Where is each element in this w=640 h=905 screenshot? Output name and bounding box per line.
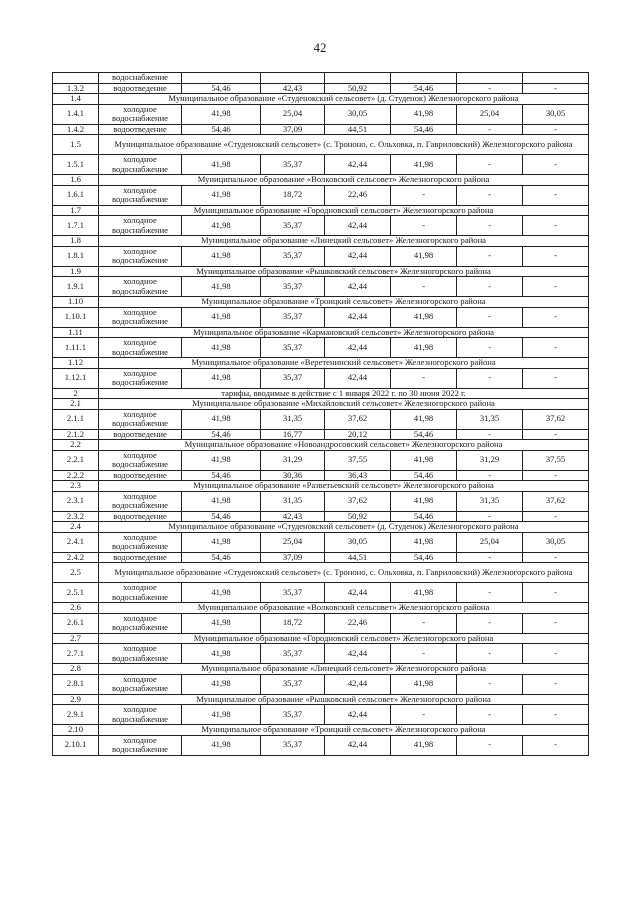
table-row <box>53 73 589 84</box>
tariff-value: - <box>457 552 523 563</box>
table-row <box>53 216 589 236</box>
tariff-value <box>457 73 523 84</box>
section-title: Муниципальное образование «Студенокский сельсовет» (д. Студенок) Железногорского района <box>99 94 589 105</box>
section-title: Муниципальное образование «Михайловский сельсовет» Железногорского района <box>99 399 589 410</box>
tariff-value: 35,37 <box>261 583 325 603</box>
tariff-value: - <box>391 644 457 664</box>
tariff-value: 54,46 <box>391 511 457 522</box>
row-number: 1.6 <box>53 175 99 186</box>
row-number: 2.1 <box>53 399 99 410</box>
tariff-value: 42,44 <box>325 644 391 664</box>
table-row <box>53 83 589 94</box>
row-number: 2.2.1 <box>53 450 99 470</box>
section-header-row <box>53 236 589 247</box>
tariff-value: 30,36 <box>261 470 325 481</box>
tariff-value: - <box>391 277 457 297</box>
row-number: 1.8 <box>53 236 99 247</box>
section-title: Муниципальное образование «Студенокский сельсовет» (д. Студенок) Железногорского района <box>99 522 589 533</box>
tariff-value: 31,29 <box>261 450 325 470</box>
tariff-value: 50,92 <box>325 83 391 94</box>
row-number: 1.10.1 <box>53 307 99 327</box>
section-header-row <box>53 725 589 736</box>
tariff-value: 35,37 <box>261 155 325 175</box>
service-name: холодное водоснабжение <box>99 644 182 664</box>
tariff-value: - <box>523 83 589 94</box>
section-header-row <box>53 327 589 338</box>
tariff-value: - <box>457 83 523 94</box>
service-name: водоотведение <box>99 552 182 563</box>
tariff-value: 42,44 <box>325 368 391 388</box>
row-number: 1.10 <box>53 297 99 308</box>
row-number: 1.5.1 <box>53 155 99 175</box>
tariff-value: - <box>523 124 589 135</box>
tariff-value: - <box>391 185 457 205</box>
tariff-value: 25,04 <box>261 532 325 552</box>
table-row <box>53 491 589 511</box>
tariff-value <box>325 73 391 84</box>
tariff-value: 41,98 <box>182 155 261 175</box>
tariff-value: 54,46 <box>391 83 457 94</box>
tariff-value: - <box>523 583 589 603</box>
table-row <box>53 155 589 175</box>
row-number: 1.4.1 <box>53 104 99 124</box>
table-row <box>53 307 589 327</box>
tariff-value: 35,37 <box>261 674 325 694</box>
tariff-value: 41,98 <box>182 277 261 297</box>
tariff-value: 42,44 <box>325 277 391 297</box>
row-number: 1.12.1 <box>53 368 99 388</box>
tariff-value: 42,43 <box>261 511 325 522</box>
tariff-value: - <box>457 674 523 694</box>
row-number: 1.7 <box>53 205 99 216</box>
row-number: 2.4 <box>53 522 99 533</box>
row-number: 2.7.1 <box>53 644 99 664</box>
tariff-value <box>182 73 261 84</box>
row-number: 2.1.1 <box>53 409 99 429</box>
tariff-value: 31,35 <box>457 491 523 511</box>
tariff-value: 35,37 <box>261 307 325 327</box>
tariff-value: 41,98 <box>182 338 261 358</box>
service-name: водоотведение <box>99 470 182 481</box>
section-header-row <box>53 205 589 216</box>
table-row <box>53 735 589 755</box>
section-title: тарифы, вводимые в действие с 1 января 2022 г. по 30 июня 2022 г. <box>99 388 589 399</box>
tariff-value: - <box>391 705 457 725</box>
tariff-value: - <box>391 613 457 633</box>
tariff-value: - <box>523 277 589 297</box>
tariff-value: 44,51 <box>325 124 391 135</box>
table-row <box>53 185 589 205</box>
tariff-value: 41,98 <box>391 409 457 429</box>
tariff-value: 41,98 <box>182 185 261 205</box>
tariff-value: 54,46 <box>391 552 457 563</box>
tariff-value: 35,37 <box>261 644 325 664</box>
tariff-value: - <box>457 644 523 664</box>
section-title: Муниципальное образование «Рышковский сельсовет» Железногорского района <box>99 694 589 705</box>
service-name: водоотведение <box>99 511 182 522</box>
section-title: Муниципальное образование «Троицкий сельсовет» Железногорского района <box>99 297 589 308</box>
tariff-value: 42,43 <box>261 83 325 94</box>
row-number <box>53 73 99 84</box>
section-header-row <box>53 563 589 583</box>
tariff-value: 54,46 <box>182 470 261 481</box>
row-number: 2.5 <box>53 563 99 583</box>
tariff-value: 18,72 <box>261 613 325 633</box>
service-name: холодное водоснабжение <box>99 368 182 388</box>
tariff-value: 41,98 <box>182 674 261 694</box>
tariff-value: 41,98 <box>391 532 457 552</box>
tariff-value: 37,09 <box>261 124 325 135</box>
tariff-value: 37,55 <box>325 450 391 470</box>
section-title: Муниципальное образование «Городновский сельсовет» Железногорского района <box>99 633 589 644</box>
section-title: Муниципальное образование «Студенокский сельсовет» (с. Трононо, с. Ольховка, п. Гавриловский) Железногорского района <box>99 563 589 583</box>
table-row <box>53 532 589 552</box>
tariff-value: 41,98 <box>182 613 261 633</box>
tariff-value: 42,44 <box>325 735 391 755</box>
row-number: 2.4.2 <box>53 552 99 563</box>
section-title: Муниципальное образование «Линецкий сельсовет» Железногорского района <box>99 664 589 675</box>
tariff-value: 35,37 <box>261 368 325 388</box>
tariff-value: 41,98 <box>391 674 457 694</box>
section-header-row <box>53 633 589 644</box>
service-name: холодное водоснабжение <box>99 216 182 236</box>
section-title: Муниципальное образование «Кармановский сельсовет» Железногорского района <box>99 327 589 338</box>
tariff-value: - <box>523 246 589 266</box>
tariff-value: 42,44 <box>325 583 391 603</box>
tariff-value: 31,35 <box>261 409 325 429</box>
section-header-row <box>53 388 589 399</box>
tariff-value: 41,98 <box>391 246 457 266</box>
tariff-value: 30,05 <box>523 532 589 552</box>
tariff-value: - <box>457 735 523 755</box>
tariff-value: 44,51 <box>325 552 391 563</box>
section-header-row <box>53 297 589 308</box>
tariff-value: - <box>523 429 589 440</box>
tariff-value: 30,05 <box>325 532 391 552</box>
tariff-value: 22,46 <box>325 613 391 633</box>
tariff-value: - <box>457 368 523 388</box>
section-title: Муниципальное образование «Студенокский сельсовет» (с. Трононо, с. Ольховка, п. Гавриловский) Железногорского района <box>99 135 589 155</box>
section-title: Муниципальное образование «Городновский сельсовет» Железногорского района <box>99 205 589 216</box>
tariff-value: 35,37 <box>261 246 325 266</box>
section-header-row <box>53 522 589 533</box>
tariff-value <box>523 73 589 84</box>
row-number: 1.3.2 <box>53 83 99 94</box>
tariff-value: - <box>523 368 589 388</box>
row-number: 1.11.1 <box>53 338 99 358</box>
tariff-value: 25,04 <box>457 104 523 124</box>
tariff-value: - <box>457 216 523 236</box>
row-number: 2.9 <box>53 694 99 705</box>
tariff-value: 37,62 <box>523 491 589 511</box>
row-number: 2.3 <box>53 481 99 492</box>
tariff-value: 42,44 <box>325 246 391 266</box>
tariff-value: 42,44 <box>325 307 391 327</box>
table-row <box>53 429 589 440</box>
tariff-value: 50,92 <box>325 511 391 522</box>
section-title: Муниципальное образование «Рышковский сельсовет» Железногорского района <box>99 266 589 277</box>
row-number: 1.7.1 <box>53 216 99 236</box>
tariff-value: 35,37 <box>261 277 325 297</box>
service-name: холодное водоснабжение <box>99 491 182 511</box>
row-number: 2.8 <box>53 664 99 675</box>
table-row <box>53 277 589 297</box>
section-title: Муниципальное образование «Волковский сельсовет» Железногорского района <box>99 175 589 186</box>
tariff-value: 35,37 <box>261 705 325 725</box>
tariff-value: 20,12 <box>325 429 391 440</box>
section-header-row <box>53 135 589 155</box>
row-number: 1.9.1 <box>53 277 99 297</box>
row-number: 1.4 <box>53 94 99 105</box>
table-row <box>53 368 589 388</box>
section-header-row <box>53 266 589 277</box>
tariff-value: 41,98 <box>391 307 457 327</box>
tariff-value: 37,55 <box>523 450 589 470</box>
table-row <box>53 124 589 135</box>
tariff-value: - <box>457 613 523 633</box>
service-name: холодное водоснабжение <box>99 155 182 175</box>
tariff-value: 41,98 <box>182 246 261 266</box>
row-number: 2 <box>53 388 99 399</box>
section-title: Муниципальное образование «Разветьевский сельсовет» Железногорского района <box>99 481 589 492</box>
tariff-value: 41,98 <box>182 583 261 603</box>
row-number: 2.9.1 <box>53 705 99 725</box>
tariff-value: - <box>391 368 457 388</box>
section-header-row <box>53 664 589 675</box>
tariff-value: 31,35 <box>261 491 325 511</box>
tariff-value: 22,46 <box>325 185 391 205</box>
row-number: 2.4.1 <box>53 532 99 552</box>
section-title: Муниципальное образование «Линецкий сельсовет» Железногорского района <box>99 236 589 247</box>
table-row <box>53 613 589 633</box>
tariff-value: - <box>457 470 523 481</box>
tariff-value: 31,35 <box>457 409 523 429</box>
section-header-row <box>53 94 589 105</box>
section-title: Муниципальное образование «Новоандросовский сельсовет» Железногорского района <box>99 440 589 451</box>
tariff-value: - <box>457 583 523 603</box>
tariff-value: - <box>457 246 523 266</box>
page-number: 42 <box>313 40 327 55</box>
tariff-value: 36,43 <box>325 470 391 481</box>
section-title: Муниципальное образование «Троицкий сельсовет» Железногорского района <box>99 725 589 736</box>
service-name: холодное водоснабжение <box>99 277 182 297</box>
tariff-value: 41,98 <box>391 155 457 175</box>
section-header-row <box>53 399 589 410</box>
section-title: Муниципальное образование «Веретенинский сельсовет» Железногорского района <box>99 358 589 369</box>
row-number: 1.11 <box>53 327 99 338</box>
tariff-value: 54,46 <box>182 552 261 563</box>
tariff-value: 42,44 <box>325 705 391 725</box>
tariff-value: 54,46 <box>182 429 261 440</box>
tariff-value: 41,98 <box>182 368 261 388</box>
tariff-value: 41,98 <box>182 450 261 470</box>
tariff-value: 37,62 <box>325 491 391 511</box>
tariff-value: 41,98 <box>391 338 457 358</box>
tariff-value: 25,04 <box>457 532 523 552</box>
tariff-value: - <box>523 470 589 481</box>
service-name: холодное водоснабжение <box>99 674 182 694</box>
tariff-value: 41,98 <box>182 104 261 124</box>
tariff-value: 35,37 <box>261 338 325 358</box>
tariff-value: 31,29 <box>457 450 523 470</box>
tariff-value: 42,44 <box>325 216 391 236</box>
tariff-value: 41,98 <box>391 104 457 124</box>
section-header-row <box>53 175 589 186</box>
section-header-row <box>53 481 589 492</box>
row-number: 2.3.1 <box>53 491 99 511</box>
row-number: 1.8.1 <box>53 246 99 266</box>
tariff-value: 54,46 <box>391 470 457 481</box>
tariff-value: - <box>457 185 523 205</box>
tariff-value: 25,04 <box>261 104 325 124</box>
service-name: водоотведение <box>99 124 182 135</box>
row-number: 2.10 <box>53 725 99 736</box>
row-number: 2.2 <box>53 440 99 451</box>
table-row <box>53 338 589 358</box>
service-name: холодное водоснабжение <box>99 246 182 266</box>
service-name: холодное водоснабжение <box>99 104 182 124</box>
tariff-value <box>391 73 457 84</box>
tariff-value: 37,62 <box>523 409 589 429</box>
table-row <box>53 409 589 429</box>
tariff-value: 54,46 <box>182 124 261 135</box>
tariff-value: - <box>523 216 589 236</box>
tariff-value: 54,46 <box>182 83 261 94</box>
table-row <box>53 511 589 522</box>
service-name: холодное водоснабжение <box>99 450 182 470</box>
tariff-value: - <box>457 511 523 522</box>
tariff-value: 41,98 <box>182 735 261 755</box>
section-header-row <box>53 694 589 705</box>
row-number: 1.12 <box>53 358 99 369</box>
section-header-row <box>53 358 589 369</box>
tariff-value: - <box>457 277 523 297</box>
tariff-value: - <box>457 429 523 440</box>
tariff-value: - <box>457 307 523 327</box>
tariff-value: - <box>523 552 589 563</box>
row-number: 2.7 <box>53 633 99 644</box>
tariff-value: - <box>523 155 589 175</box>
row-number: 2.6 <box>53 603 99 614</box>
tariff-value: 41,98 <box>182 705 261 725</box>
row-number: 2.5.1 <box>53 583 99 603</box>
tariff-value: 30,05 <box>325 104 391 124</box>
row-number: 2.2.2 <box>53 470 99 481</box>
service-name: водоотведение <box>99 429 182 440</box>
tariff-value: 41,98 <box>391 583 457 603</box>
row-number: 1.9 <box>53 266 99 277</box>
section-header-row <box>53 440 589 451</box>
tariff-value: 41,98 <box>391 450 457 470</box>
tariff-value: 41,98 <box>391 491 457 511</box>
service-name: водоотведение <box>99 83 182 94</box>
service-name: водоснабжение <box>99 73 182 84</box>
tariff-value: 54,46 <box>391 429 457 440</box>
row-number: 2.10.1 <box>53 735 99 755</box>
tariff-value: - <box>457 155 523 175</box>
section-header-row <box>53 603 589 614</box>
tariff-value: - <box>457 338 523 358</box>
tariff-value: 35,37 <box>261 216 325 236</box>
tariff-value: - <box>523 185 589 205</box>
tariff-value: 41,98 <box>182 307 261 327</box>
tariff-value: - <box>523 613 589 633</box>
table-row <box>53 674 589 694</box>
tariff-value: - <box>523 511 589 522</box>
tariff-value: 54,46 <box>182 511 261 522</box>
service-name: холодное водоснабжение <box>99 735 182 755</box>
section-title: Муниципальное образование «Волковский сельсовет» Железногорского района <box>99 603 589 614</box>
tariff-value: - <box>523 705 589 725</box>
tariff-value: - <box>523 307 589 327</box>
tariff-value: 41,98 <box>182 409 261 429</box>
table-row <box>53 246 589 266</box>
tariff-value <box>261 73 325 84</box>
row-number: 2.6.1 <box>53 613 99 633</box>
tariff-value: 54,46 <box>391 124 457 135</box>
row-number: 2.3.2 <box>53 511 99 522</box>
table-row <box>53 644 589 664</box>
table-row <box>53 583 589 603</box>
tariff-value: 41,98 <box>182 532 261 552</box>
tariff-value: 16,77 <box>261 429 325 440</box>
row-number: 2.1.2 <box>53 429 99 440</box>
tariff-value: 42,44 <box>325 338 391 358</box>
service-name: холодное водоснабжение <box>99 409 182 429</box>
row-number: 1.6.1 <box>53 185 99 205</box>
tariff-value: 37,62 <box>325 409 391 429</box>
row-number: 1.5 <box>53 135 99 155</box>
tariff-value: - <box>391 216 457 236</box>
service-name: холодное водоснабжение <box>99 705 182 725</box>
tariff-value: 18,72 <box>261 185 325 205</box>
tariff-value: - <box>457 124 523 135</box>
tariff-table <box>52 72 589 756</box>
tariff-value: - <box>523 735 589 755</box>
tariff-value: 35,37 <box>261 735 325 755</box>
tariff-value: 41,98 <box>182 491 261 511</box>
tariff-value: - <box>523 644 589 664</box>
service-name: холодное водоснабжение <box>99 613 182 633</box>
table-row <box>53 705 589 725</box>
service-name: холодное водоснабжение <box>99 338 182 358</box>
service-name: холодное водоснабжение <box>99 583 182 603</box>
tariff-value: 41,98 <box>182 644 261 664</box>
row-number: 2.8.1 <box>53 674 99 694</box>
tariff-value: - <box>523 338 589 358</box>
service-name: холодное водоснабжение <box>99 532 182 552</box>
tariff-value: 42,44 <box>325 674 391 694</box>
table-row <box>53 104 589 124</box>
service-name: холодное водоснабжение <box>99 307 182 327</box>
service-name: холодное водоснабжение <box>99 185 182 205</box>
table-row <box>53 470 589 481</box>
row-number: 1.4.2 <box>53 124 99 135</box>
tariff-value: 42,44 <box>325 155 391 175</box>
table-row <box>53 450 589 470</box>
table-row <box>53 552 589 563</box>
tariff-value: 41,98 <box>182 216 261 236</box>
tariff-value: 41,98 <box>391 735 457 755</box>
tariff-value: 30,05 <box>523 104 589 124</box>
tariff-table-body <box>53 73 589 756</box>
tariff-value: 37,09 <box>261 552 325 563</box>
tariff-value: - <box>523 674 589 694</box>
tariff-value: - <box>457 705 523 725</box>
